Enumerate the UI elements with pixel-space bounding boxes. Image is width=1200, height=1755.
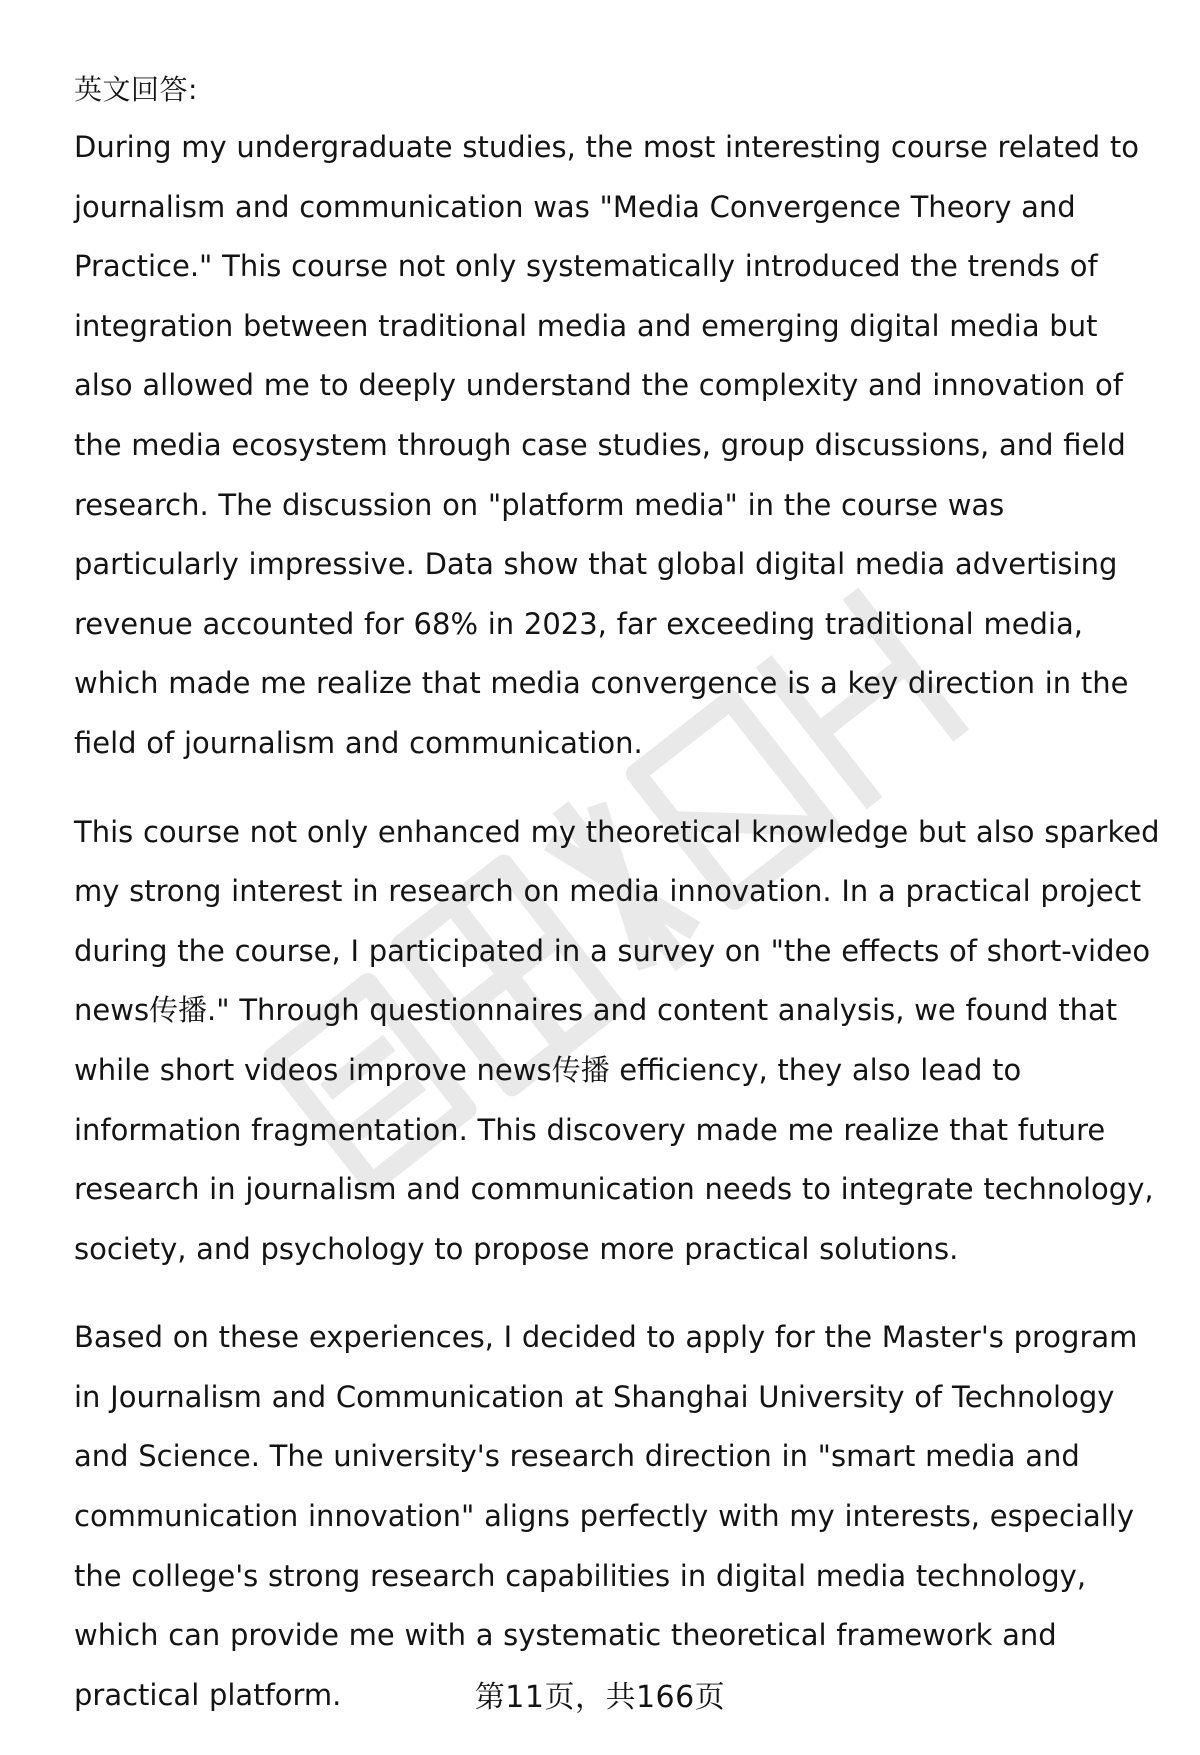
page-number-footer: 第11页，共166页 bbox=[474, 1680, 726, 1715]
answer-heading: 英文回答: bbox=[74, 73, 198, 106]
document-body bbox=[74, 66, 1164, 1754]
paragraph-1: During my undergraduate studies, the most interesting course related to journalism and communication was "Media Convergence Theory and Practice." This course not only systematically introduced the trends of integration between traditional media and emerging digital media but also allowed me to deeply understand the complexity and innovation of the media ecosystem through case studies, group discussions, and field research. The discussion on "platform media" in the course was particularly impressive. Data show that global digital media advertising revenue accounted for 68% in 2023, far exceeding traditional media, which made me realize that media convergence is a key direction in the field of journalism and communication. bbox=[74, 130, 1139, 760]
paragraph-2: This course not only enhanced my theoretical knowledge but also sparked my strong interest in research on media innovation. In a practical project during the course, I participated in a survey on "the effects of short-video news传播." Through questionnaires and content analysis, we found that while short videos improve news传播 efficiency, they also lead to information fragmentation. This discovery made me realize that future research in journalism and communication needs to integrate technology, society, and psychology to propose more practical solutions. bbox=[74, 814, 1160, 1266]
paragraph-3: Based on these experiences, I decided to apply for the Master's program in Journalism and Communication at Shanghai University of Technology and Science. The university's research direction in "smart media and communication innovation" aligns perfectly with my interests, especially the college's strong research capabilities in digital media technology, which can provide me with a systematic theoretical framework and practical platform. bbox=[74, 1320, 1138, 1712]
